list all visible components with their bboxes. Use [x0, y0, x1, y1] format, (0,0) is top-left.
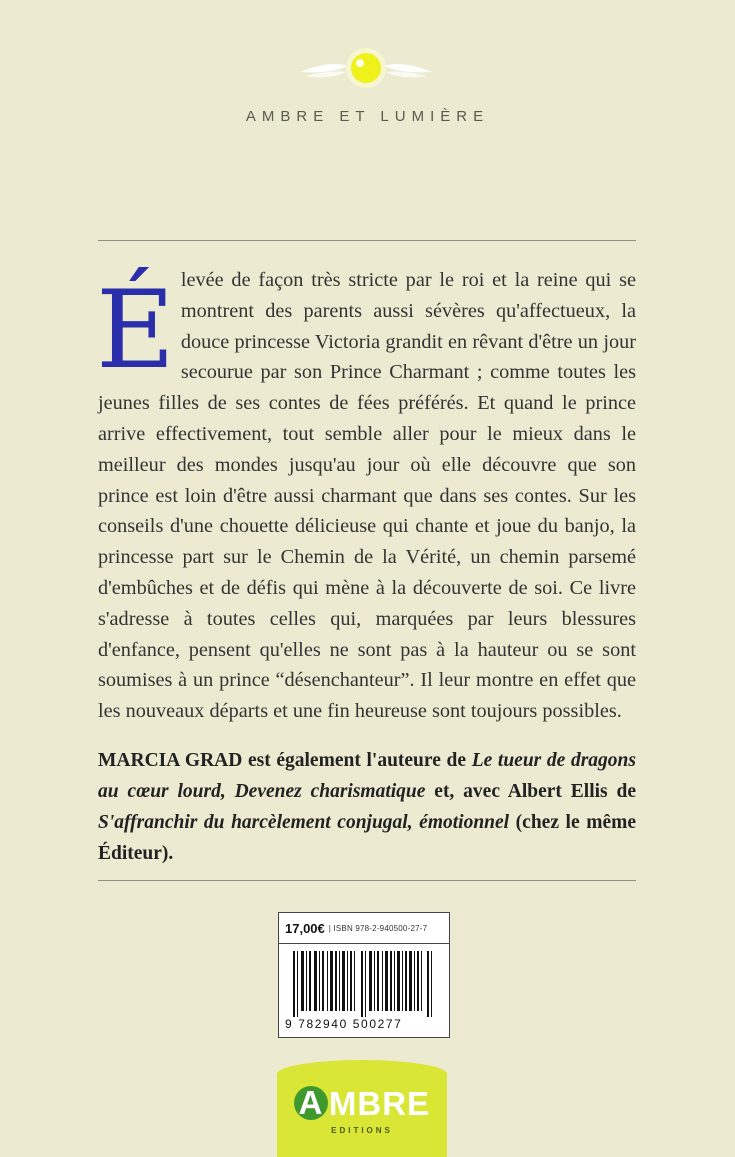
winged-sun-icon — [0, 30, 735, 100]
price-row — [279, 913, 449, 944]
price: 17,00€ — [285, 920, 325, 936]
bottom-divider — [98, 880, 636, 881]
author-note — [98, 745, 636, 869]
collection-logo — [0, 30, 735, 100]
author-note-text-3: (chez le même Éditeur). — [98, 812, 636, 864]
isbn: | ISBN 978-2-940500-27-7 — [328, 923, 428, 933]
blurb-text: levée de façon très stricte par le roi et la reine qui se montrent des parents aussi sévères qu'affectueux, la douce princesse Victoria grandit en rêvant d'être un jour secourue par son Prince Charmant ; comme toutes les jeunes filles de ses contes de fées préférés. Et quand le prince arrive effectivement, tout semble aller pour le mieux dans le meilleur des mondes jusqu'au jour où elle découvre que son prince est loin d'être aussi charmant que dans ses contes. Sur les conseils d'une chouette délicieuse qui chante et joue du banjo, la princesse part sur le Chemin de la Vérité, un chemin parsemé d'embûches et de défis qui mène à la découverte de soi. Ce livre s'adresse à toutes celles qui, marquées par leurs blessures d'enfance, pensent qu'elles ne sont pas à la hauteur ou se sont soumises à un prince “désenchanteur”. Il leur montre en effet que les nouveaux départs et une fin heureuse sont toujours possibles. — [98, 269, 636, 723]
author-note-text-2: et, avec Albert Ellis de — [425, 781, 636, 802]
author-book-title-2: S'affranchir du harcèlement conjugal, émotionnel — [98, 812, 510, 833]
author-note-text-1: MARCIA GRAD est également l'auteure de — [98, 750, 472, 771]
top-divider — [98, 240, 636, 241]
barcode-icon — [291, 951, 441, 1017]
publisher-logo — [277, 1060, 447, 1157]
back-cover-blurb — [98, 265, 636, 727]
publisher-subtitle: EDITIONS — [331, 1126, 393, 1135]
publisher-name — [277, 1085, 447, 1123]
publisher-initial: A — [294, 1086, 328, 1120]
drop-cap: É — [96, 268, 175, 393]
barcode-label — [278, 912, 450, 1038]
author-book-title-1: Le tueur de dragons au cœur lourd, Devenez charismatique — [98, 750, 636, 802]
collection-name: AMBRE ET LUMIÈRE — [245, 108, 490, 125]
ean-number: 9 782940 500277 — [285, 1017, 403, 1031]
publisher-name-rest: MBRE — [328, 1085, 431, 1122]
